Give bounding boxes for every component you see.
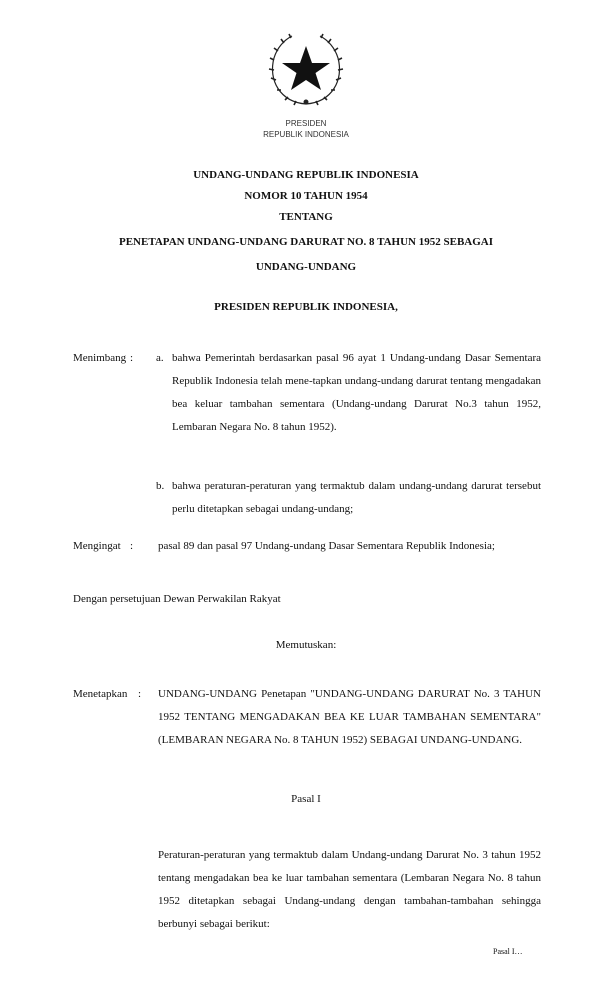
persetujuan-text: Dengan persetujuan Dewan Perwakilan Rakyat xyxy=(73,593,281,605)
title-line-1: UNDANG-UNDANG REPUBLIK INDONESIA xyxy=(193,169,419,181)
mengingat-colon: : xyxy=(130,540,134,552)
seal-caption-line-1: PRESIDEN xyxy=(285,119,327,128)
menimbang-colon: : xyxy=(130,352,134,364)
seal-caption xyxy=(0,118,612,140)
memutuskan-heading: Memutuskan: xyxy=(275,639,337,651)
document-title xyxy=(0,165,612,278)
menetapkan-text: UNDANG-UNDANG Penetapan "UNDANG-UNDANG DARURAT No. 3 TAHUN 1952 TENTANG MENGADAKAN BEA KE LUAR TAMBAHAN SEMENTARA" (LEMBARAN NEGARA No. 8 TAHUN 1952) SEBAGAI UNDANG-UNDANG. xyxy=(158,688,541,746)
menetapkan-colon: : xyxy=(138,688,142,700)
continuation-marker: Pasal I… xyxy=(493,947,523,956)
title-line-4: PENETAPAN UNDANG-UNDANG DARURAT NO. 8 TAHUN 1952 SEBAGAI xyxy=(118,236,494,248)
title-line-2: NOMOR 10 TAHUN 1954 xyxy=(244,190,368,202)
menimbang-item-a: bahwa Pemerintah berdasarkan pasal 96 ayat 1 Undang-undang Dasar Sementara Republik Indonesia telah mene-tapkan undang-undang darurat tentang mengadakan bea keluar tambahan sementara (Undang-undang Darurat No.3 tahun 1952, Lembaran Negara No. 8 tahun 1952). xyxy=(172,352,541,433)
item-marker-b: b. xyxy=(156,480,165,492)
pasal-text: Peraturan-peraturan yang termaktub dalam Undang-undang Darurat No. 3 tahun 1952 tentang mengadakan bea ke luar tambahan sementara (Lembaran Negara No. 8 tahun 1952 ditetapkan sebagai Undang-undang dengan tambahan-tambahan sehingga berbunyi sebagai berikut: xyxy=(158,849,541,930)
mengingat-label: Mengingat xyxy=(73,540,121,552)
pasal-heading: Pasal I xyxy=(291,793,321,805)
item-marker-a: a. xyxy=(156,352,164,364)
president-heading: PRESIDEN REPUBLIK INDONESIA, xyxy=(214,301,398,313)
title-line-5: UNDANG-UNDANG xyxy=(255,261,357,273)
mengingat-text: pasal 89 dan pasal 97 Undang-undang Dasar Sementara Republik Indonesia; xyxy=(158,540,495,552)
menetapkan-label: Menetapkan xyxy=(73,688,128,700)
garuda-presidential-seal-icon xyxy=(266,30,346,110)
menimbang-label: Menimbang xyxy=(73,352,127,364)
title-line-3: TENTANG xyxy=(279,211,333,223)
menimbang-item-b: bahwa peraturan-peraturan yang termaktub dalam undang-undang darurat tersebut perlu ditetapkan sebagai undang-undang; xyxy=(172,480,541,515)
seal-caption-line-2: REPUBLIK INDONESIA xyxy=(263,130,349,139)
